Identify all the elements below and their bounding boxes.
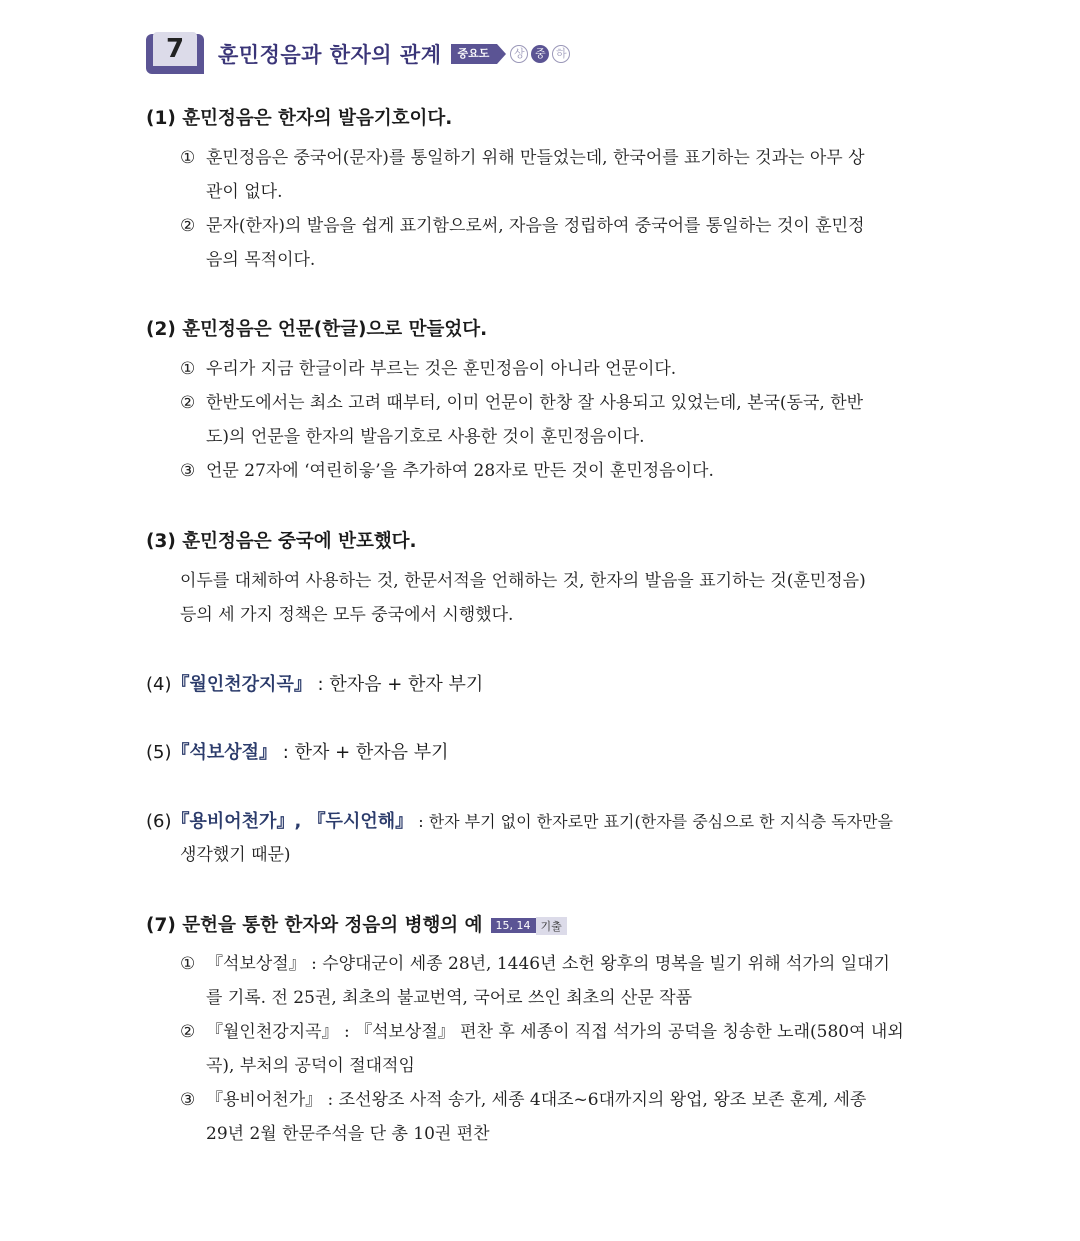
book-title: 『석보상절』 bbox=[171, 742, 278, 763]
section-2-item-3 bbox=[180, 454, 940, 488]
book-title: 『월인천강지곡』 bbox=[171, 674, 312, 695]
item-text-cont: 29년 2월 한문주석을 단 총 10권 편찬 bbox=[206, 1124, 490, 1144]
chapter-badge bbox=[146, 34, 204, 74]
item-text-cont: 관이 없다. bbox=[206, 182, 283, 202]
book-title: 『용비어천가』 bbox=[206, 1090, 323, 1110]
item-text: : 수양대군이 세종 28년, 1446년 소헌 왕후의 명복을 빌기 위해 석가의 일대기 bbox=[305, 954, 890, 974]
section-7-title bbox=[146, 911, 567, 937]
section-text: : 한자 부기 없이 한자로만 표기(한자를 중심으로 한 지식층 독자만을 bbox=[413, 812, 893, 831]
exam-years: 15, 14 bbox=[491, 918, 536, 933]
section-7-item-3 bbox=[180, 1083, 940, 1151]
item-text: : 『석보상절』 편찬 후 세종이 직접 석가의 공덕을 칭송한 노래(580여 내외 bbox=[338, 1022, 904, 1042]
item-text: 훈민정음은 중국어(문자)를 통일하기 위해 만들었는데, 한국어를 표기하는 것과는 아무 상 bbox=[206, 148, 865, 168]
item-marker: ② bbox=[180, 1022, 196, 1042]
item-text-cont: 를 기록. 전 25권, 최초의 불교번역, 국어로 쓰인 최초의 산문 작품 bbox=[206, 988, 693, 1008]
section-2-title: (2) 훈민정음은 언문(한글)으로 만들었다. bbox=[146, 319, 488, 340]
section-text: : 한자 + 한자음 부기 bbox=[277, 742, 449, 763]
item-marker: ③ bbox=[180, 461, 196, 481]
exam-label: 기출 bbox=[536, 917, 567, 935]
section-2-item-2 bbox=[180, 386, 940, 454]
section-7-item-2 bbox=[180, 1015, 940, 1083]
section-number: (6) bbox=[146, 811, 172, 832]
item-text: 언문 27자에 ‘여린히읗’을 추가하여 28자로 만든 것이 훈민정음이다. bbox=[206, 461, 714, 481]
separator: , bbox=[294, 811, 308, 832]
section-number: (4) bbox=[146, 674, 172, 695]
paragraph-line-1: 이두를 대체하여 사용하는 것, 한문서적을 언해하는 것, 한자의 발음을 표기하는 것(훈민정음) bbox=[180, 571, 866, 591]
item-marker: ② bbox=[180, 216, 196, 236]
book-title: 『석보상절』 bbox=[206, 954, 306, 974]
book-title: 『용비어천가』 bbox=[171, 811, 295, 832]
item-text: 한반도에서는 최소 고려 때부터, 이미 언문이 한창 잘 사용되고 있었는데, 본국(동국, 한반 bbox=[206, 393, 864, 413]
item-text: 문자(한자)의 발음을 쉽게 표기함으로써, 자음을 정립하여 중국어를 통일하는 것이 훈민정 bbox=[206, 216, 865, 236]
item-marker: ③ bbox=[180, 1090, 196, 1110]
section-1-item-2 bbox=[180, 209, 940, 277]
section-7-title-text: (7) 문헌을 통한 한자와 정음의 병행의 예 bbox=[146, 915, 483, 936]
book-title: 『두시언해』 bbox=[307, 811, 414, 832]
item-text-cont: 음의 목적이다. bbox=[206, 250, 316, 270]
importance-label: 중요도 bbox=[451, 44, 497, 64]
item-text: 우리가 지금 한글이라 부르는 것은 훈민정음이 아니라 언문이다. bbox=[206, 359, 677, 379]
level-mid: 중 bbox=[531, 45, 549, 63]
section-3-title: (3) 훈민정음은 중국에 반포했다. bbox=[146, 531, 417, 552]
section-header bbox=[146, 32, 570, 76]
section-5 bbox=[146, 738, 449, 764]
section-1-title: (1) 훈민정음은 한자의 발음기호이다. bbox=[146, 108, 453, 129]
book-title: 『월인천강지곡』 bbox=[206, 1022, 339, 1042]
section-6 bbox=[146, 807, 893, 833]
paragraph-line-2: 등의 세 가지 정책은 모두 중국에서 시행했다. bbox=[180, 605, 514, 625]
level-low: 하 bbox=[552, 45, 570, 63]
item-text: : 조선왕조 사적 송가, 세종 4대조~6대까지의 왕업, 왕조 보존 훈계, 세종 bbox=[322, 1090, 867, 1110]
section-text: : 한자음 + 한자 부기 bbox=[311, 674, 484, 695]
section-3-paragraph bbox=[180, 564, 940, 632]
item-text-cont: 곡), 부처의 공덕이 절대적임 bbox=[206, 1056, 415, 1076]
exam-badge bbox=[491, 917, 567, 935]
item-marker: ① bbox=[180, 148, 196, 168]
page-title: 훈민정음과 한자의 관계 bbox=[218, 43, 442, 67]
item-text-cont: 도)의 언문을 한자의 발음기호로 사용한 것이 훈민정음이다. bbox=[206, 427, 645, 447]
section-2-item-1 bbox=[180, 352, 940, 386]
level-high: 상 bbox=[510, 45, 528, 63]
section-7-item-1 bbox=[180, 947, 940, 1015]
item-marker: ① bbox=[180, 954, 196, 974]
chapter-number: 7 bbox=[153, 32, 197, 66]
section-6-cont: 생각했기 때문) bbox=[180, 845, 291, 865]
section-number: (5) bbox=[146, 742, 172, 763]
section-4 bbox=[146, 670, 483, 696]
importance-indicator bbox=[451, 44, 570, 64]
section-1-item-1 bbox=[180, 141, 940, 209]
item-marker: ② bbox=[180, 393, 196, 413]
item-marker: ① bbox=[180, 359, 196, 379]
